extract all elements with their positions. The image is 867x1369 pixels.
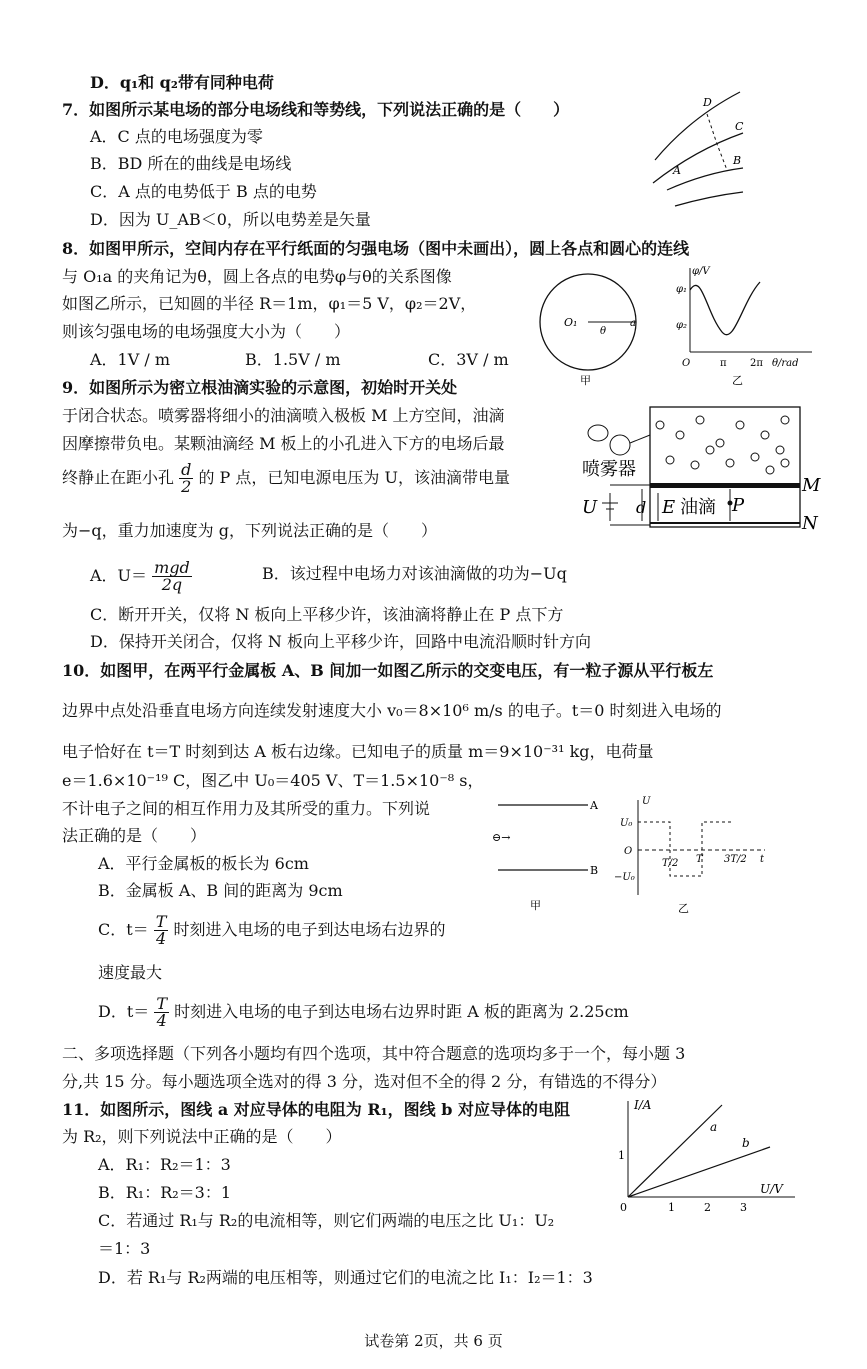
q7-option-a: A．C 点的电场强度为零	[90, 127, 263, 146]
q9-option-d: D．保持开关闭合，仅将 N 板向上平移少许，回路中电流沿顺时针方向	[90, 632, 592, 651]
page-footer: 试卷第 2页，共 6 页	[364, 1332, 503, 1350]
q10-t-3half: 3T/2	[724, 854, 747, 865]
q11-option-c: C．若通过 R₁与 R₂的电流相等，则它们两端的电压之比 U₁：U₂	[98, 1211, 555, 1230]
q10-voltage-graph	[610, 790, 770, 915]
q10-t: T	[696, 854, 703, 865]
q9-line-5: 为−q，重力加速度为 g，下列说法正确的是（ ）	[62, 521, 437, 540]
q10-a-label: A	[590, 799, 598, 812]
q8-stem-2: 与 O₁a 的夹角记为θ，圆上各点的电势φ与θ的关系图像	[62, 267, 452, 286]
q10-line-1: 10．如图甲，在两平行金属板 A、B 间加一如图乙所示的交变电压，有一粒子源从平行板左	[62, 661, 714, 680]
q9-line-4	[62, 462, 510, 495]
q10-origin: O	[624, 846, 633, 857]
q10-option-d: D．t＝ $\frac{T}{4}$ 时刻进入电场的电子到达电场右边界时距 A 板的距离为 2.25cm	[98, 994, 629, 1030]
q10-option-c-line-2: 速度最大	[98, 963, 163, 982]
q8-fig-yi-label: 乙	[732, 374, 743, 387]
q11-option-c-line-2: ＝1：3	[98, 1239, 151, 1258]
q9-u-label: U	[582, 497, 598, 518]
q9-millikan-figure	[580, 405, 830, 535]
q10-option-a: A．平行金属板的板长为 6cm	[98, 854, 309, 873]
q8-pi: π	[720, 358, 727, 369]
q8-stem-4: 则该匀强电场的电场强度大小为（ ）	[62, 322, 351, 341]
q11-x2: 2	[704, 1201, 711, 1214]
q8-option-c: C．3V / m	[428, 350, 509, 369]
q9-n-label: N	[802, 513, 818, 534]
q8-a-label: a	[630, 318, 636, 329]
q9-line-4-b: 的 P 点，已知电源电压为 U，该油滴带电量	[198, 468, 510, 487]
q10-t-half: T/2	[662, 858, 679, 869]
q10-xlabel: t	[760, 854, 765, 865]
q8-circle-figure	[530, 270, 650, 388]
q9-fraction: $\frac{d}{2}$	[181, 460, 192, 496]
q10-b-label: B	[590, 864, 599, 877]
q6-option-d: D．q₁和 q₂带有同种电荷	[90, 73, 274, 92]
q8-fig-jia-label: 甲	[580, 374, 591, 387]
section2-line-2: 分,共 15 分。每小题选项全选对的得 3 分，选对但不全的得 2 分，有错选的不得分）	[62, 1072, 667, 1091]
q11-line-b-label: b	[742, 1136, 750, 1150]
q11-iu-graph	[610, 1095, 800, 1215]
q11-x3: 3	[740, 1201, 747, 1214]
q11-y1: 1	[618, 1149, 625, 1162]
q7-option-d: D．因为 U_AB＜0，所以电势差是矢量	[90, 210, 371, 229]
q11-x0: 0	[620, 1201, 627, 1214]
q7-option-c: C．A 点的电势低于 B 点的电势	[90, 182, 317, 201]
q7-label-a: A	[673, 164, 681, 177]
q8-ylabel: φ/V	[692, 266, 710, 277]
q11-xlabel: U/V	[760, 1182, 783, 1196]
q7-option-b: B．BD 所在的曲线是电场线	[90, 154, 292, 173]
q8-option-a: A．1V / m	[90, 350, 171, 369]
q10-line-3: 电子恰好在 t＝T 时刻到达 A 板右边缘。已知电子的质量 m＝9×10⁻³¹ kg，电荷量	[62, 742, 654, 761]
section2-line-1: 二、多项选择题（下列各小题均有四个选项，其中符合题意的选项均多于一个，每小题 3	[62, 1044, 686, 1063]
q9-option-a: A．U＝ $\frac{\text{mgd}}{2q}$	[90, 558, 190, 594]
q8-xlabel: θ/rad	[772, 358, 799, 369]
q7-label-b: B	[733, 154, 742, 167]
q11-line-a-label: a	[710, 1120, 718, 1134]
q8-o1-label: O₁	[564, 316, 578, 329]
q9-option-b: B．该过程中电场力对该油滴做的功为−Uq	[262, 564, 567, 583]
q8-twopi: 2π	[750, 358, 763, 369]
q8-phi2: φ₂	[676, 320, 688, 331]
q10-fig-yi-label: 乙	[678, 902, 689, 915]
q9-line-2: 于闭合状态。喷雾器将细小的油滴喷入极板 M 上方空间，油滴	[62, 406, 505, 425]
q8-phi1: φ₁	[676, 284, 688, 295]
q8-phi-theta-graph	[672, 262, 822, 387]
q9-line-1: 9．如图所示为密立根油滴实验的示意图，初始时开关处	[62, 378, 458, 397]
q9-drop-label: 油滴	[680, 497, 716, 518]
q7-field-figure	[645, 88, 745, 213]
q11-line-1: 11．如图所示，图线 a 对应导体的电阻为 R₁，图线 b 对应导体的电阻	[62, 1100, 570, 1119]
q7-label-c: C	[735, 120, 744, 133]
q10-u0: U₀	[620, 818, 633, 829]
q11-line-2: 为 R₂，则下列说法中正确的是（ ）	[62, 1127, 342, 1146]
q11-x1: 1	[668, 1201, 675, 1214]
q10-plates-figure	[488, 795, 608, 915]
q8-origin: O	[682, 358, 691, 369]
q7-label-d: D	[703, 96, 712, 109]
q11-ylabel: I/A	[634, 1098, 652, 1112]
q8-option-b: B．1.5V / m	[245, 350, 341, 369]
q10-source-label: ⊖→	[492, 831, 511, 844]
q9-option-c: C．断开开关，仅将 N 板向上平移少许，该油滴将静止在 P 点下方	[90, 605, 564, 624]
q9-p-label: P	[732, 495, 745, 516]
q9-e-label: E	[662, 497, 676, 518]
q10-option-b: B．金属板 A、B 间的距离为 9cm	[98, 881, 343, 900]
q8-theta-label: θ	[600, 326, 607, 337]
q11-option-a: A．R₁：R₂＝1：3	[98, 1155, 231, 1174]
q9-d-label: d	[636, 498, 647, 517]
q11-option-b: B．R₁：R₂＝3：1	[98, 1183, 232, 1202]
q10-line-6: 法正确的是（ ）	[62, 826, 207, 845]
q10-ylabel: U	[642, 796, 651, 807]
q9-m-label: M	[802, 475, 821, 496]
q10-neg-u0: −U₀	[614, 872, 635, 883]
q9-line-4-a: 终静止在距小孔	[62, 468, 175, 487]
q8-stem-3: 如图乙所示，已知圆的半径 R＝1m，φ₁＝5 V，φ₂＝2V，	[62, 294, 477, 313]
q10-line-4: e＝1.6×10⁻¹⁹ C，图乙中 U₀＝405 V、T＝1.5×10⁻⁸ s，	[62, 771, 484, 790]
q9-line-3: 因摩擦带负电。某颗油滴经 M 板上的小孔进入下方的电场后最	[62, 434, 505, 453]
q10-line-2: 边界中点处沿垂直电场方向连续发射速度大小 v₀＝8×10⁶ m/s 的电子。t＝0 时刻进入电场的	[62, 701, 722, 720]
q10-line-5: 不计电子之间的相互作用力及其所受的重力。下列说	[62, 799, 431, 818]
q7-stem: 7．如图所示某电场的部分电场线和等势线，下列说法正确的是（ ）	[62, 100, 570, 119]
q8-stem-1: 8．如图甲所示，空间内存在平行纸面的匀强电场（图中未画出），圆上各点和圆心的连线	[62, 239, 690, 258]
q10-fig-jia-label: 甲	[530, 899, 541, 912]
q11-option-d: D．若 R₁与 R₂两端的电压相等，则通过它们的电流之比 I₁：I₂＝1：3	[98, 1268, 593, 1287]
q10-option-c: C．t＝ $\frac{T}{4}$ 时刻进入电场的电子到达电场右边界的	[98, 912, 446, 948]
q9-sprayer-label: 喷雾器	[582, 459, 636, 480]
